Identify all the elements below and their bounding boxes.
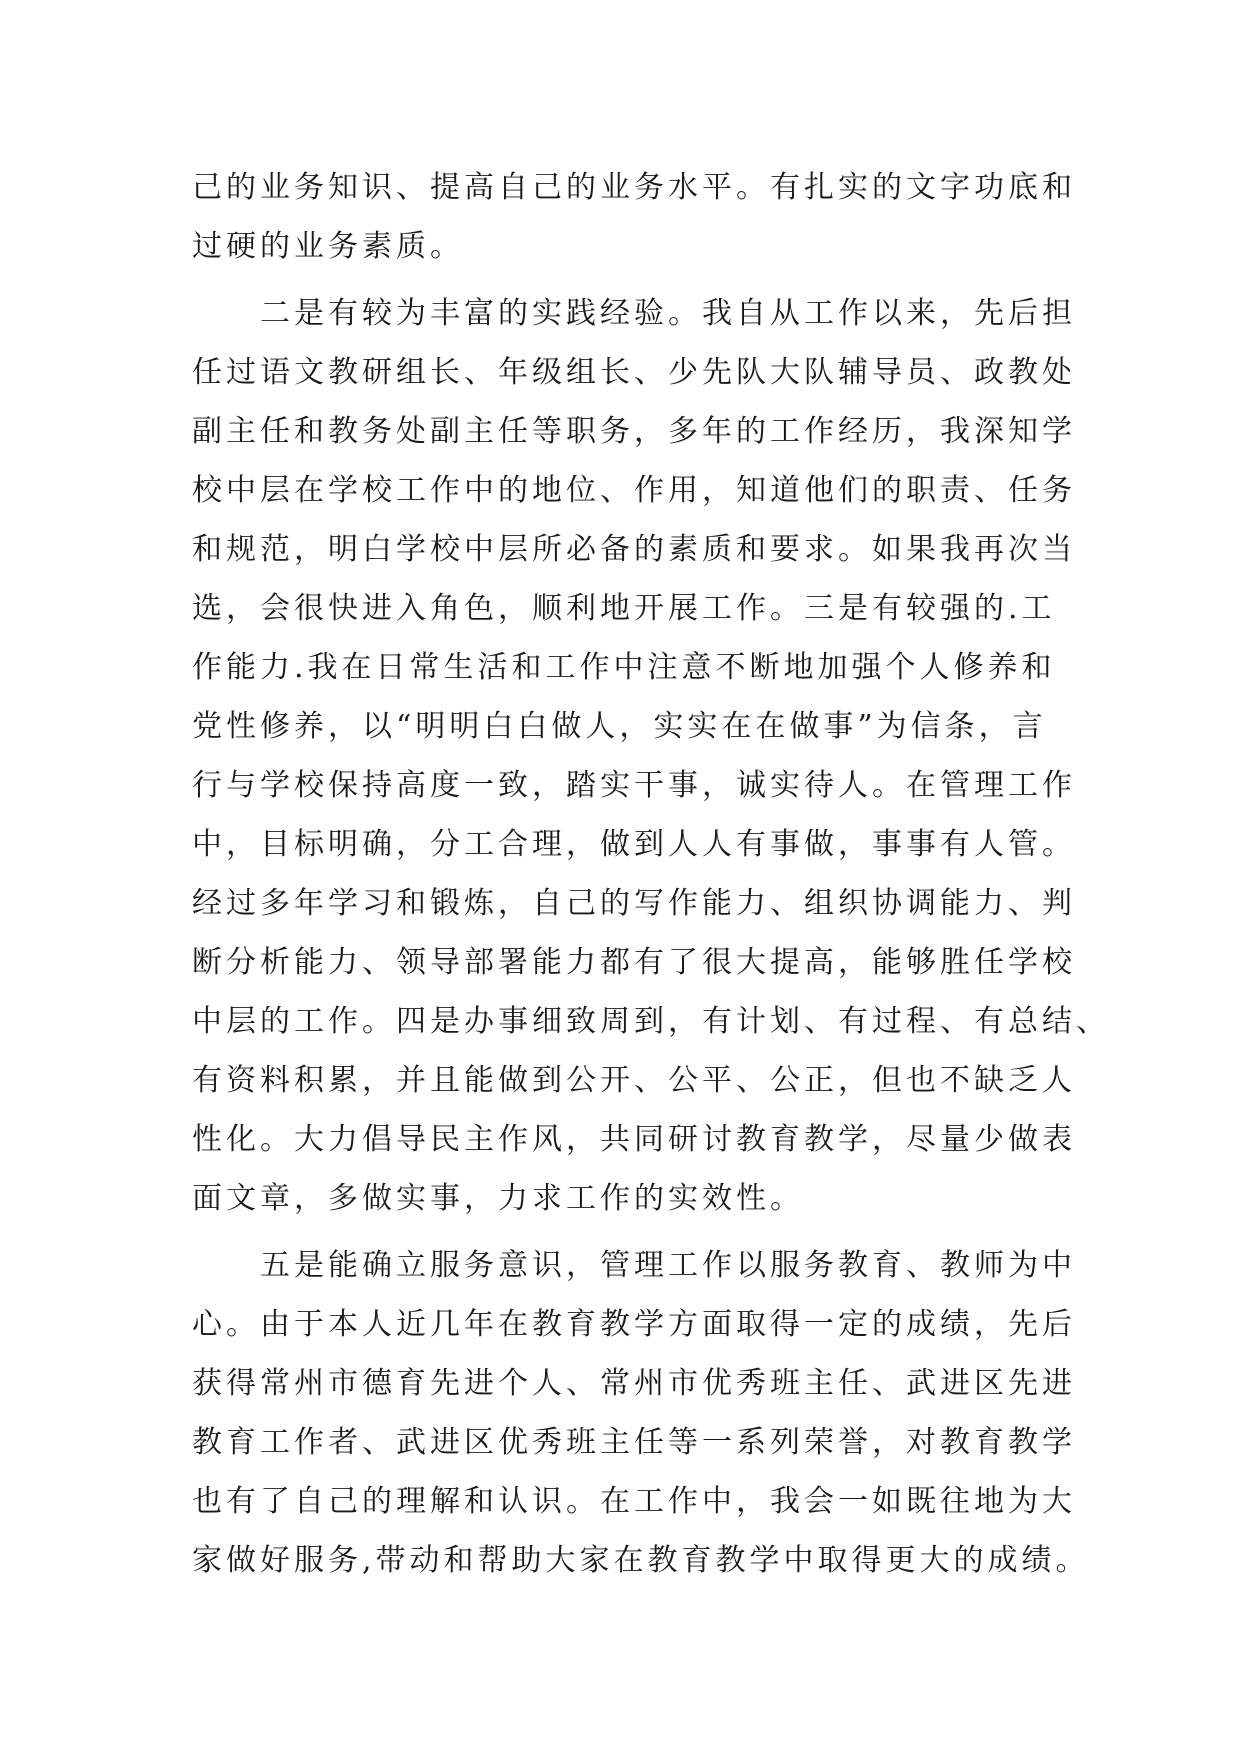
text-line-15: 中层的工作。四是办事细致周到，有计划、有过程、有总结、 [192,1004,1110,1039]
text-line-24: 家做好服务,带动和帮助大家在教育教学中取得更大的成绩。 [192,1543,1090,1578]
text-line-19: 五是能确立服务意识，管理工作以服务教育、教师为中 [260,1248,1076,1283]
text-line-5: 副主任和教务处副主任等职务，多年的工作经历，我深知学 [192,414,1076,449]
text-line-7: 和规范，明白学校中层所必备的素质和要求。如果我再次当 [192,532,1076,567]
text-line-14: 断分析能力、领导部署能力都有了很大提高，能够胜任学校 [192,945,1076,980]
text-line-12: 中，目标明确，分工合理，做到人人有事做，事事有人管。 [192,827,1076,862]
text-line-8: 选，会很快进入角色，顺利地开展工作。三是有较强的.工 [192,591,1056,626]
text-line-2: 过硬的业务素质。 [192,229,464,264]
text-line-21: 获得常州市德育先进个人、常州市优秀班主任、武进区先进 [192,1366,1076,1401]
text-line-16: 有资料积累，并且能做到公开、公平、公正，但也不缺乏人 [192,1063,1076,1098]
text-line-18: 面文章，多做实事，力求工作的实效性。 [192,1181,804,1216]
text-line-23: 也有了自己的理解和认识。在工作中，我会一如既往地为大 [192,1484,1076,1519]
text-line-13: 经过多年学习和锻炼，自己的写作能力、组织协调能力、判 [192,886,1076,921]
text-line-10: 党性修养，以“明明白白做人，实实在在做事”为信条，言 [192,709,1047,744]
text-line-1: 己的业务知识、提高自己的业务水平。有扎实的文字功底和 [192,170,1076,205]
text-line-3: 二是有较为丰富的实践经验。我自从工作以来，先后担 [260,296,1076,331]
text-line-22: 教育工作者、武进区优秀班主任等一系列荣誉，对教育教学 [192,1425,1076,1460]
text-line-20: 心。由于本人近几年在教育教学方面取得一定的成绩，先后 [192,1307,1076,1342]
text-line-11: 行与学校保持高度一致，踏实干事，诚实待人。在管理工作 [192,768,1076,803]
text-line-4: 任过语文教研组长、年级组长、少先队大队辅导员、政教处 [192,355,1076,390]
text-line-6: 校中层在学校工作中的地位、作用，知道他们的职责、任务 [192,473,1076,508]
text-line-17: 性化。大力倡导民主作风，共同研讨教育教学，尽量少做表 [192,1122,1076,1157]
body-text [192,158,1110,1590]
text-line-9: 作能力.我在日常生活和工作中注意不断地加强个人修养和 [192,650,1056,685]
